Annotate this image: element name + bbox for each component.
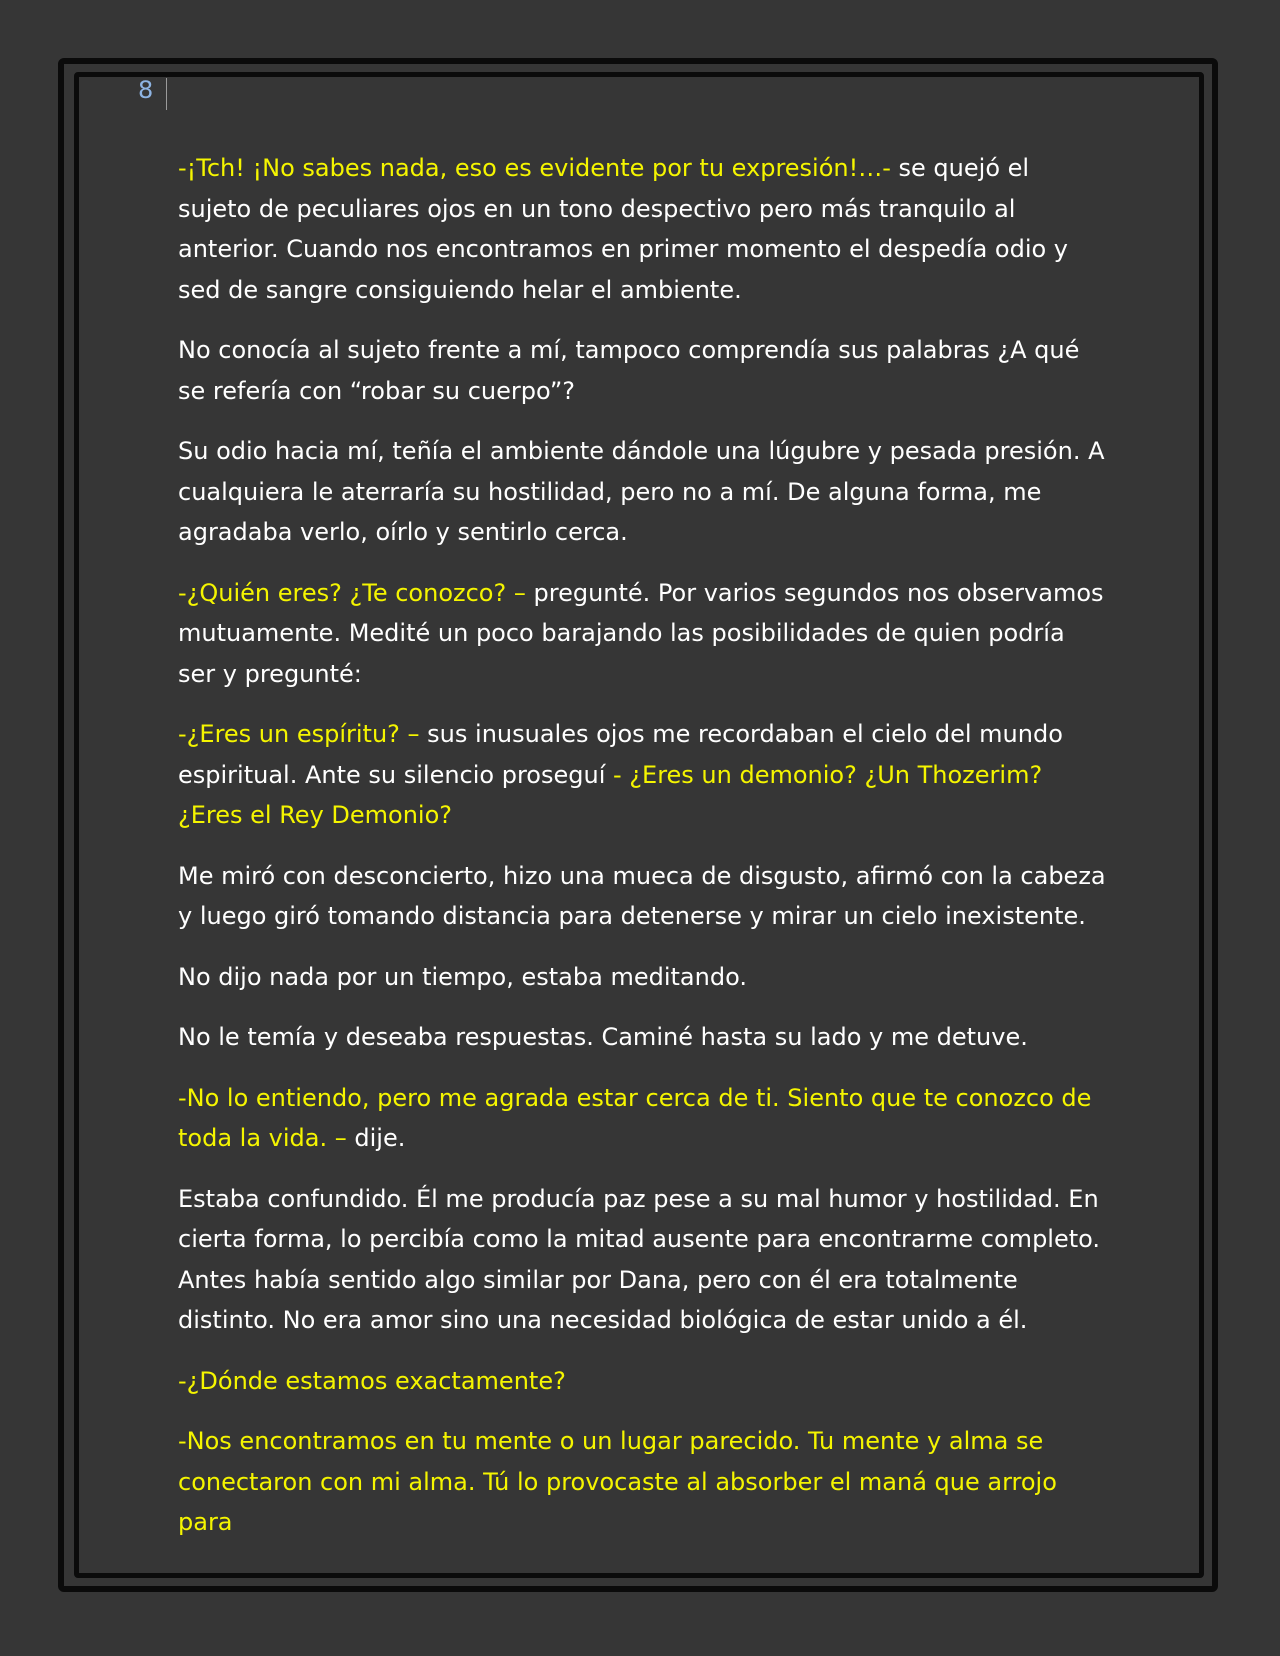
dialogue-text: -Nos encontramos en tu mente o un lugar parecido. Tu mente y alma se conectaron con mi alma. Tú lo provocaste al absorber el maná que arrojo para xyxy=(178,1427,1057,1536)
dialogue-text: -¿Dónde estamos exactamente? xyxy=(178,1366,566,1395)
narration-text: Su odio hacia mí, teñía el ambiente dándole una lúgubre y pesada presión. A cualquiera le aterraría su hostilidad, pero no a mí. De alguna forma, me agradaba verlo, oírlo y sentirlo cerca. xyxy=(178,437,1105,546)
document-body xyxy=(178,148,1108,1563)
paragraph xyxy=(178,1179,1108,1341)
narration-text: Estaba confundido. Él me producía paz pese a su mal humor y hostilidad. En cierta forma, lo percibía como la mitad ausente para encontrarme completo. Antes había sentido algo similar por Dana, pero con él era totalmente distinto. No era amor sino una necesidad biológica de estar unido a él. xyxy=(178,1184,1101,1334)
paragraph xyxy=(178,856,1108,937)
page-number: 8 xyxy=(138,76,154,104)
page-number-divider xyxy=(166,78,167,110)
dialogue-text: -¿Quién eres? ¿Te conozco? – xyxy=(178,578,526,607)
dialogue-text: -¿Eres un espíritu? – xyxy=(178,720,420,748)
paragraph xyxy=(178,573,1108,695)
narration-text: No dijo nada por un tiempo, estaba meditando. xyxy=(178,962,747,991)
dialogue-text: -¡Tch! ¡No sabes nada, eso es evidente por tu expresión!…- xyxy=(178,154,891,182)
paragraph xyxy=(178,431,1108,553)
paragraph xyxy=(178,1078,1108,1159)
paragraph xyxy=(178,957,1108,998)
dialogue-text: - ¿Eres un demonio? ¿Un Thozerim? ¿Eres el Rey Demonio? xyxy=(178,760,1043,829)
paragraph xyxy=(178,1421,1108,1543)
narration-text: No le temía y deseaba respuestas. Caminé hasta su lado y me detuve. xyxy=(178,1023,1028,1051)
narration-text: Me miró con desconcierto, hizo una mueca de disgusto, afirmó con la cabeza y luego giró tomando distancia para detenerse y mirar un cielo inexistente. xyxy=(178,861,1106,930)
narration-text: No conocía al sujeto frente a mí, tampoco comprendía sus palabras ¿A qué se refería con “robar su cuerpo”? xyxy=(178,336,1080,405)
narration-text: dije. xyxy=(346,1124,406,1152)
paragraph xyxy=(178,330,1108,411)
paragraph xyxy=(178,1017,1108,1058)
paragraph xyxy=(178,714,1108,836)
narration-text: pregunté. Por varios segundos nos observamos mutuamente. Medité un poco barajando las posibilidades de quien podría ser y pregunté: xyxy=(178,578,1104,688)
paragraph xyxy=(178,1361,1108,1402)
paragraph xyxy=(178,148,1108,310)
narration-text: se quejó el sujeto de peculiares ojos en un tono despectivo pero más tranquilo al anterior. Cuando nos encontramos en primer momento el despedía odio y sed de sangre consiguiendo helar el ambiente. xyxy=(178,154,1069,304)
dialogue-text: -No lo entiendo, pero me agrada estar cerca de ti. Siento que te conozco de toda la vida. – xyxy=(178,1083,1092,1152)
narration-text: sus inusuales ojos me recordaban el cielo del mundo espiritual. Ante su silencio proseguí xyxy=(178,720,1063,789)
